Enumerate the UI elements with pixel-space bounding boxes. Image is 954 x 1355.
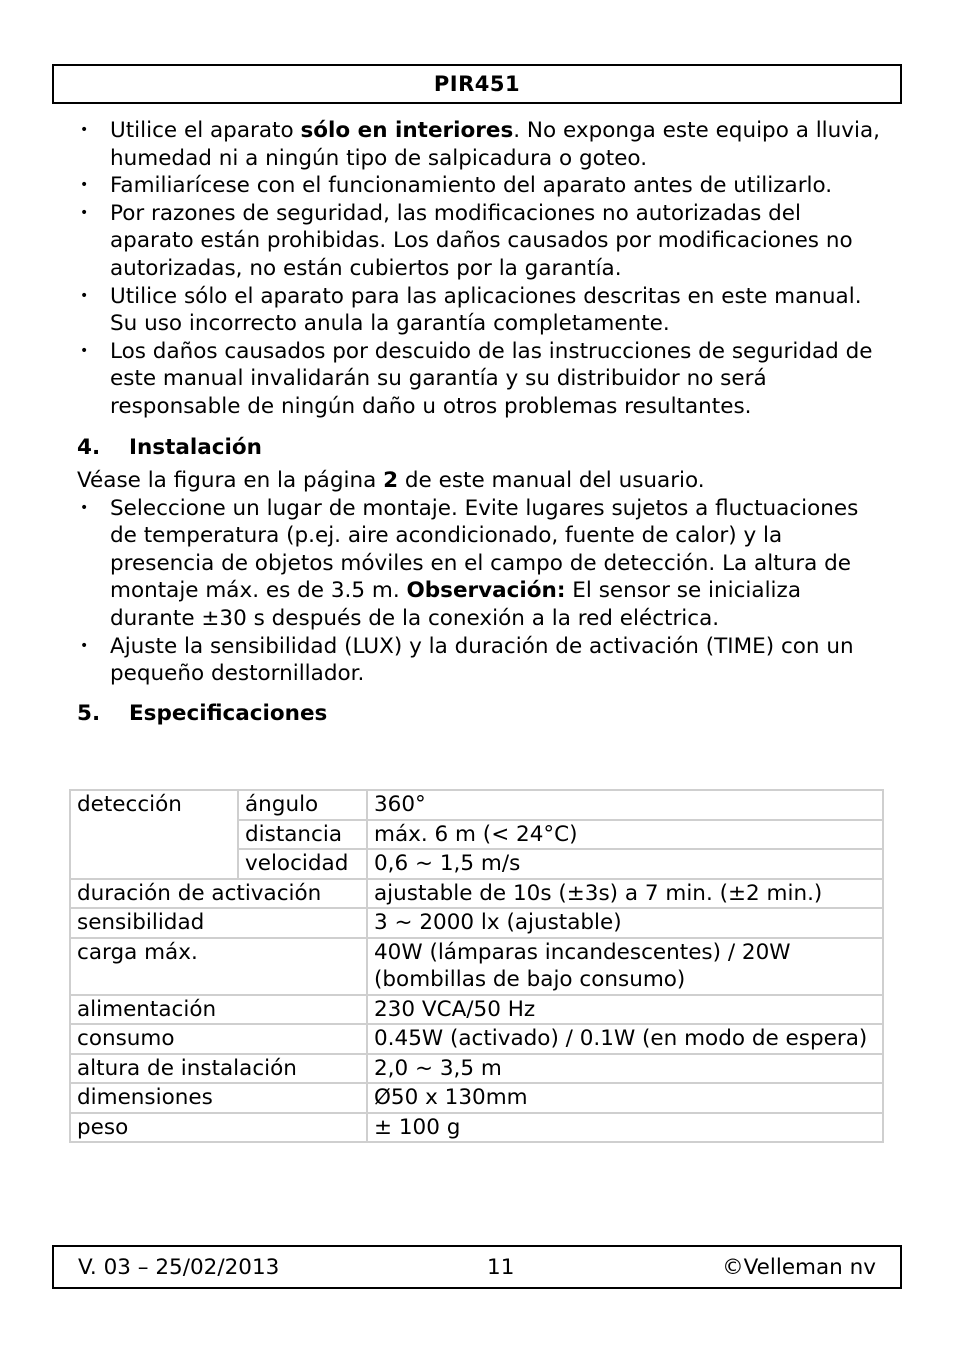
table-cell: dimensiones <box>70 1083 367 1113</box>
table-cell: velocidad <box>238 849 367 879</box>
section-heading-specifications: 5. Especificaciones <box>77 700 328 726</box>
document-title: PIR451 <box>433 72 521 96</box>
table-cell: 360° <box>367 790 883 820</box>
bullet-icon: • <box>80 499 89 516</box>
page-header <box>52 64 902 104</box>
table-cell: máx. 6 m (< 24°C) <box>367 820 883 850</box>
page-footer <box>52 1245 902 1289</box>
list-item: • Seleccione un lugar de montaje. Evite lugares sujetos a fluctuaciones de temperatura (p.ej. aire acondicionado, fuente de calor) y la presencia de objetos móviles en el campo de detección. La altura de montaje máx. es de 3.5 m. Observación: El sensor se inicializa durante ±30 s después de la conexión a la red eléctrica. <box>80 495 859 631</box>
table-cell: 2,0 ~ 3,5 m <box>367 1054 883 1084</box>
table-cell: carga máx. <box>70 938 367 995</box>
list-item: • Familiarícese con el funcionamiento del aparato antes de utilizarlo. <box>80 173 833 199</box>
table-row <box>70 1113 883 1143</box>
bullet-icon: • <box>80 122 89 138</box>
safety-bullet-list <box>77 117 887 421</box>
table-row <box>70 938 883 995</box>
copyright: ©Velleman nv <box>722 1254 876 1280</box>
installation-bullet-list <box>77 495 887 688</box>
bullet-icon: • <box>80 287 89 304</box>
table-cell: peso <box>70 1113 367 1143</box>
table-row <box>70 1054 883 1084</box>
table-cell: Ø50 x 130mm <box>367 1083 883 1113</box>
bullet-icon: • <box>80 342 89 359</box>
page-number: 11 <box>487 1254 515 1280</box>
version-date: V. 03 – 25/02/2013 <box>78 1254 280 1280</box>
installation-intro: Véase la figura en la página 2 de este manual del usuario. <box>77 467 705 493</box>
table-cell: altura de instalación <box>70 1054 367 1084</box>
table-row <box>70 1083 883 1113</box>
table-cell: detección <box>70 790 238 879</box>
bullet-icon: • <box>80 637 89 654</box>
list-item: • Utilice sólo el aparato para las aplicaciones descritas en este manual. Su uso incorrecto anula la garantía completamente. <box>80 283 862 337</box>
table-cell: ± 100 g <box>367 1113 883 1143</box>
table-cell: duración de activación <box>70 879 367 909</box>
table-row <box>70 995 883 1025</box>
table-row <box>70 879 883 909</box>
bullet-icon: • <box>80 204 89 221</box>
table-cell: 40W (lámparas incandescentes) / 20W (bombillas de bajo consumo) <box>367 938 883 995</box>
table-row <box>70 790 883 820</box>
table-cell: consumo <box>70 1024 367 1054</box>
table-cell: ajustable de 10s (±3s) a 7 min. (±2 min.) <box>367 879 883 909</box>
section-heading-installation: 4. Instalación <box>77 434 262 460</box>
list-item: • Por razones de seguridad, las modificaciones no autorizadas del aparato están prohibidas. Los daños causados por modificaciones no autorizadas, no están cubiertos por la garantía. <box>80 200 853 281</box>
table-cell: distancia <box>238 820 367 850</box>
bullet-icon: • <box>80 177 89 194</box>
list-item: • Ajuste la sensibilidad (LUX) y la duración de activación (TIME) con un pequeño destornillador. <box>80 633 854 687</box>
list-item: • Los daños causados por descuido de las instrucciones de seguridad de este manual invalidarán su garantía y su distribuidor no será responsable de ningún daño u otros problemas resultantes. <box>80 338 873 419</box>
specifications-table <box>69 789 884 1143</box>
table-cell: 0.45W (activado) / 0.1W (en modo de espera) <box>367 1024 883 1054</box>
page-content <box>77 117 887 733</box>
table-cell: 0,6 ~ 1,5 m/s <box>367 849 883 879</box>
table-cell: alimentación <box>70 995 367 1025</box>
list-item: • Utilice el aparato sólo en interiores. No exponga este equipo a lluvia, humedad ni a ningún tipo de salpicadura o goteo. <box>80 118 880 171</box>
table-row <box>70 908 883 938</box>
table-cell: sensibilidad <box>70 908 367 938</box>
table-cell: 3 ~ 2000 lx (ajustable) <box>367 908 883 938</box>
table-cell: 230 VCA/50 Hz <box>367 995 883 1025</box>
table-cell: ángulo <box>238 790 367 820</box>
table-row <box>70 1024 883 1054</box>
